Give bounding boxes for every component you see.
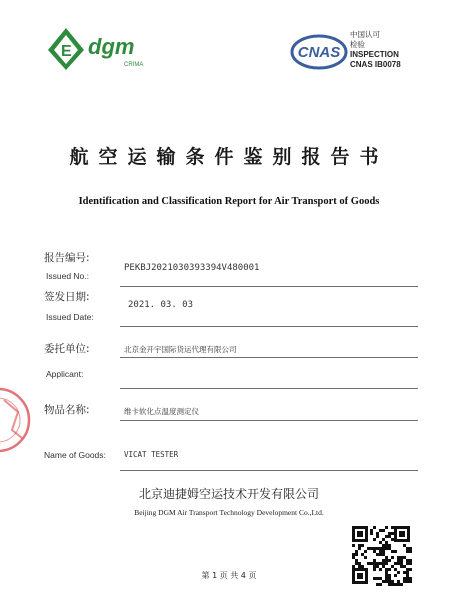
issued-date-label-cn: 签发日期: [44,291,90,303]
goods-label-en: Name of Goods: [44,450,106,460]
issued-no-value: PEKBJ2021030393394V480001 [124,263,260,273]
goods-underline-2 [120,470,418,471]
issued-no-underline [120,286,418,287]
issued-date-label-en: Issued Date: [46,312,94,322]
cnas-line-3: INSPECTION [350,50,399,59]
goods-value-en: VICAT TESTER [124,450,179,459]
goods-label-cn: 物品名称: [44,404,90,416]
issued-date-underline [120,326,418,327]
svg-text:dgm: dgm [88,34,135,59]
applicant-underline-1 [120,357,418,358]
issued-no-label-en: Issued No.: [46,271,89,281]
goods-value-cn: 维卡软化点温度测定仪 [124,407,199,416]
issued-no-label-cn: 报告编号: [44,252,90,264]
applicant-label-cn: 委托单位: [44,343,90,355]
svg-text:E: E [61,43,72,60]
applicant-label-en: Applicant: [46,369,84,379]
svg-text:CNAS: CNAS [297,44,341,61]
cnas-logo [290,34,348,70]
company-name-cn: 北京迪捷姆空运技术开发有限公司 [138,487,319,501]
title-chinese: 航空运输条件鉴别报告书 [69,146,389,168]
applicant-underline-2 [120,388,418,389]
svg-text:CRIMA: CRIMA [124,62,144,68]
goods-underline-1 [120,420,418,421]
applicant-value: 北京金开宇国际货运代理有限公司 [124,345,237,354]
cnas-line-1: 中国认可 [350,30,380,39]
title-english: Identification and Classification Report for Air Transport of Goods [78,196,380,207]
dgm-logo [44,22,162,72]
company-name-en: Beijing DGM Air Transport Technology Development Co.,Ltd. [134,508,324,517]
official-seal-stamp [0,386,32,454]
cnas-line-4: CNAS IB0078 [350,60,401,69]
issued-date-value: 2021. 03. 03 [128,300,194,310]
page-number: 第 1 页 共 4 页 [201,571,257,580]
cnas-accreditation-text [350,30,401,70]
cnas-line-2: 检验 [350,40,365,49]
